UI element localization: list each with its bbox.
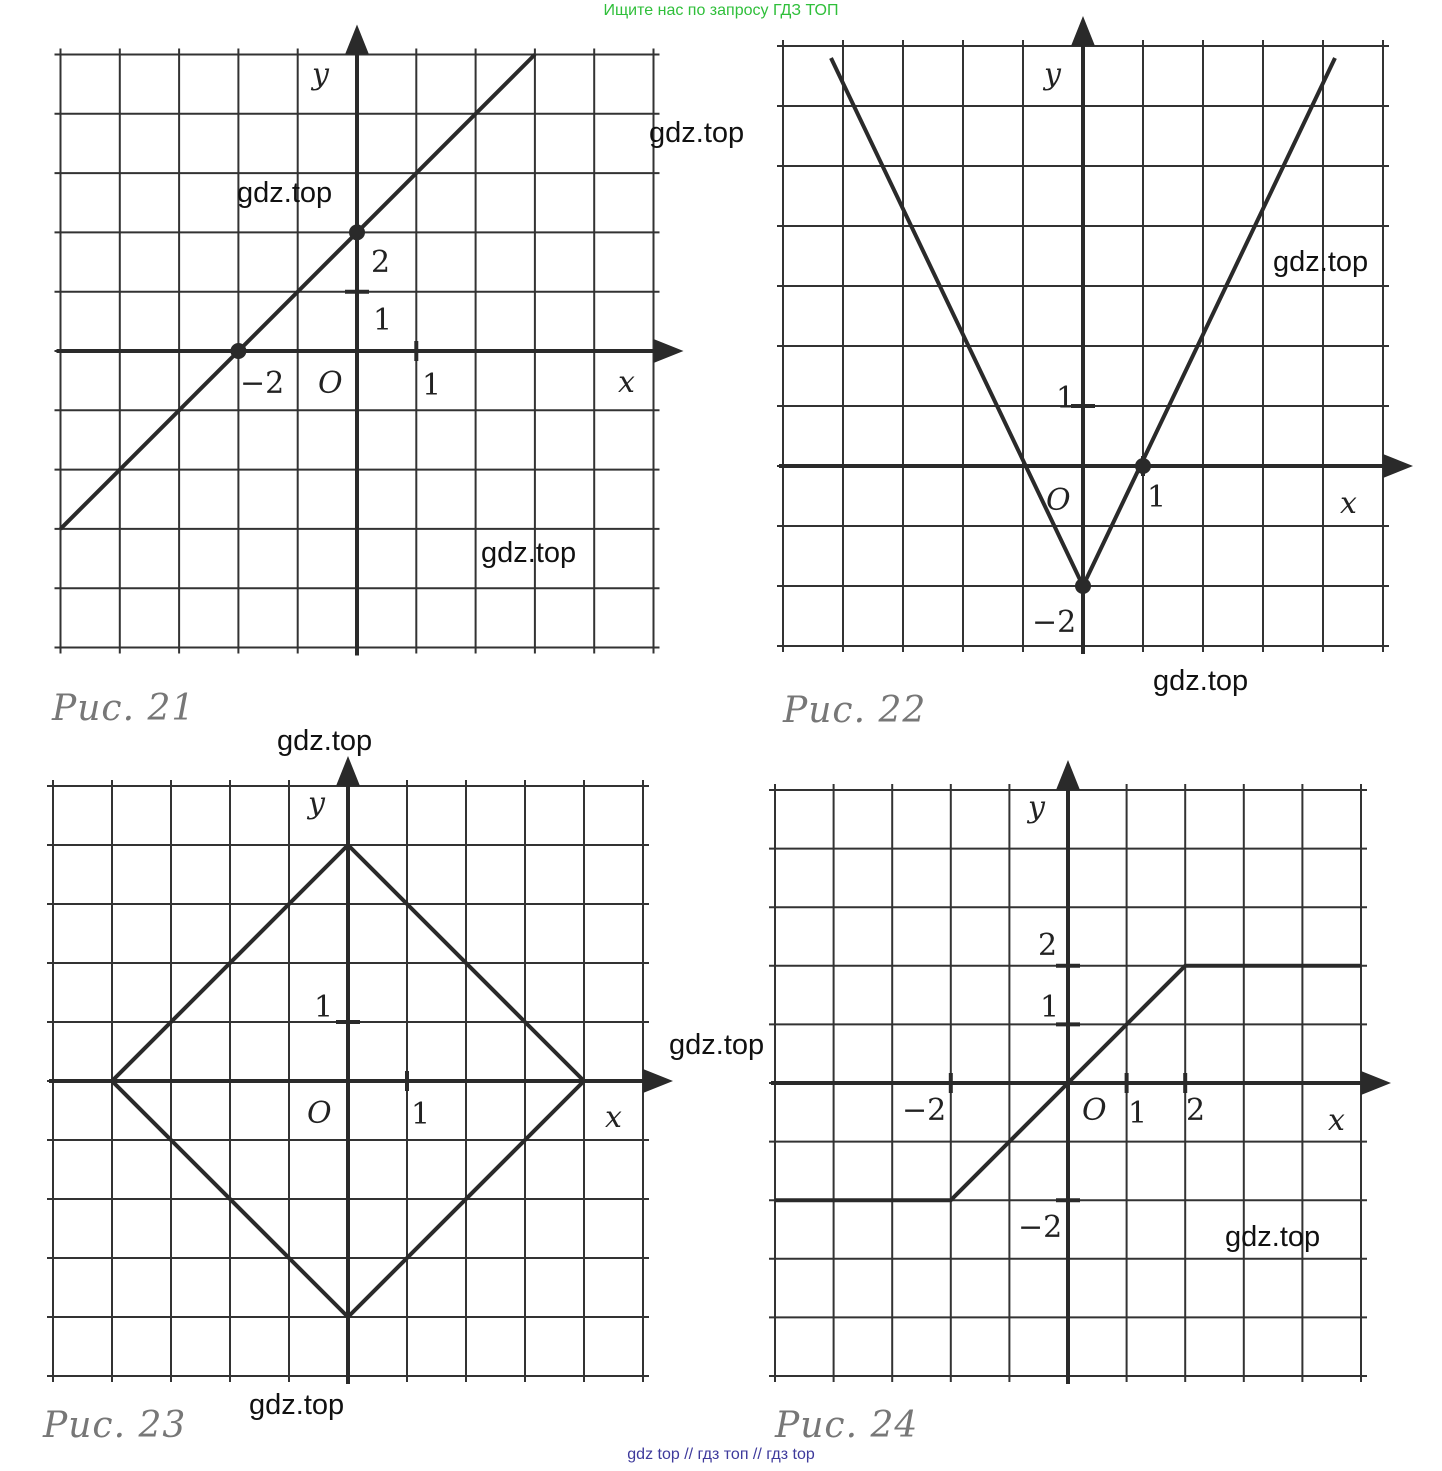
origin-label: O [1082,1093,1107,1128]
caption-fig-24: Рис. 24 [775,1405,919,1446]
watermark: gdz.top [1225,1221,1321,1253]
tick-label-x-neg2: −2 [240,366,285,401]
tick-label-x-1: 1 [1147,480,1167,515]
y-axis-arrow [345,25,369,55]
x-axis-arrow [654,339,684,363]
origin-label: O [318,366,343,401]
y-axis-arrow [1071,16,1095,46]
x-axis-arrow [1383,454,1413,478]
tick-label-y-neg2: −2 [1032,605,1077,640]
x-axis-arrow [643,1069,673,1093]
figure-23-graph [40,775,660,1395]
x-axis-label: x [618,365,635,400]
origin-label: O [1046,483,1071,518]
graph-point [349,224,365,240]
y-axis-label: y [312,57,329,92]
caption-fig-23: Рис. 23 [43,1405,187,1446]
x-axis-arrow [1361,1071,1391,1095]
tick-label-x-2: 2 [1186,1093,1206,1128]
y-axis-label: y [1028,790,1045,825]
watermark: gdz.top [1153,665,1249,697]
graph-point [1075,578,1091,594]
watermark: gdz.top [277,725,373,757]
bottom-banner: gdz top // гдз топ // гдз top [627,1446,815,1463]
figure-24-graph [760,775,1390,1395]
watermark: gdz.top [669,1029,765,1061]
y-axis-label: y [1044,57,1061,92]
x-axis-label: x [1328,1103,1345,1138]
tick-label-y-1: 1 [1040,990,1060,1025]
figure-21-graph [40,40,680,670]
watermark: gdz.top [249,1389,345,1421]
tick-label-y-2: 2 [371,245,391,280]
graph-point [1135,458,1151,474]
origin-label: O [307,1096,332,1131]
y-axis-label: y [308,786,325,821]
caption-fig-21: Рис. 21 [52,688,196,729]
x-axis-label: x [605,1100,622,1135]
top-banner: Ищите нас по запросу ГДЗ ТОП [603,2,839,19]
tick-label-x-neg2: −2 [902,1093,947,1128]
tick-label-x-1: 1 [411,1097,431,1132]
caption-fig-22: Рис. 22 [783,690,927,731]
figure-22-graph [770,40,1400,660]
y-axis-arrow [1056,760,1080,790]
watermark: gdz.top [481,537,577,569]
tick-label-y-1: 1 [314,990,334,1025]
watermark: gdz.top [1273,246,1369,278]
tick-label-y-2: 2 [1038,928,1058,963]
watermark: gdz.top [649,117,745,149]
tick-label-y-1: 1 [373,303,393,338]
tick-label-x-1: 1 [1128,1096,1148,1131]
y-axis-arrow [336,756,360,786]
tick-label-y-neg2: −2 [1018,1210,1063,1245]
watermark: gdz.top [237,177,333,209]
tick-label-y-1: 1 [1056,381,1076,416]
x-axis-label: x [1340,486,1357,521]
graph-point [230,343,246,359]
tick-label-x-1: 1 [422,368,442,403]
